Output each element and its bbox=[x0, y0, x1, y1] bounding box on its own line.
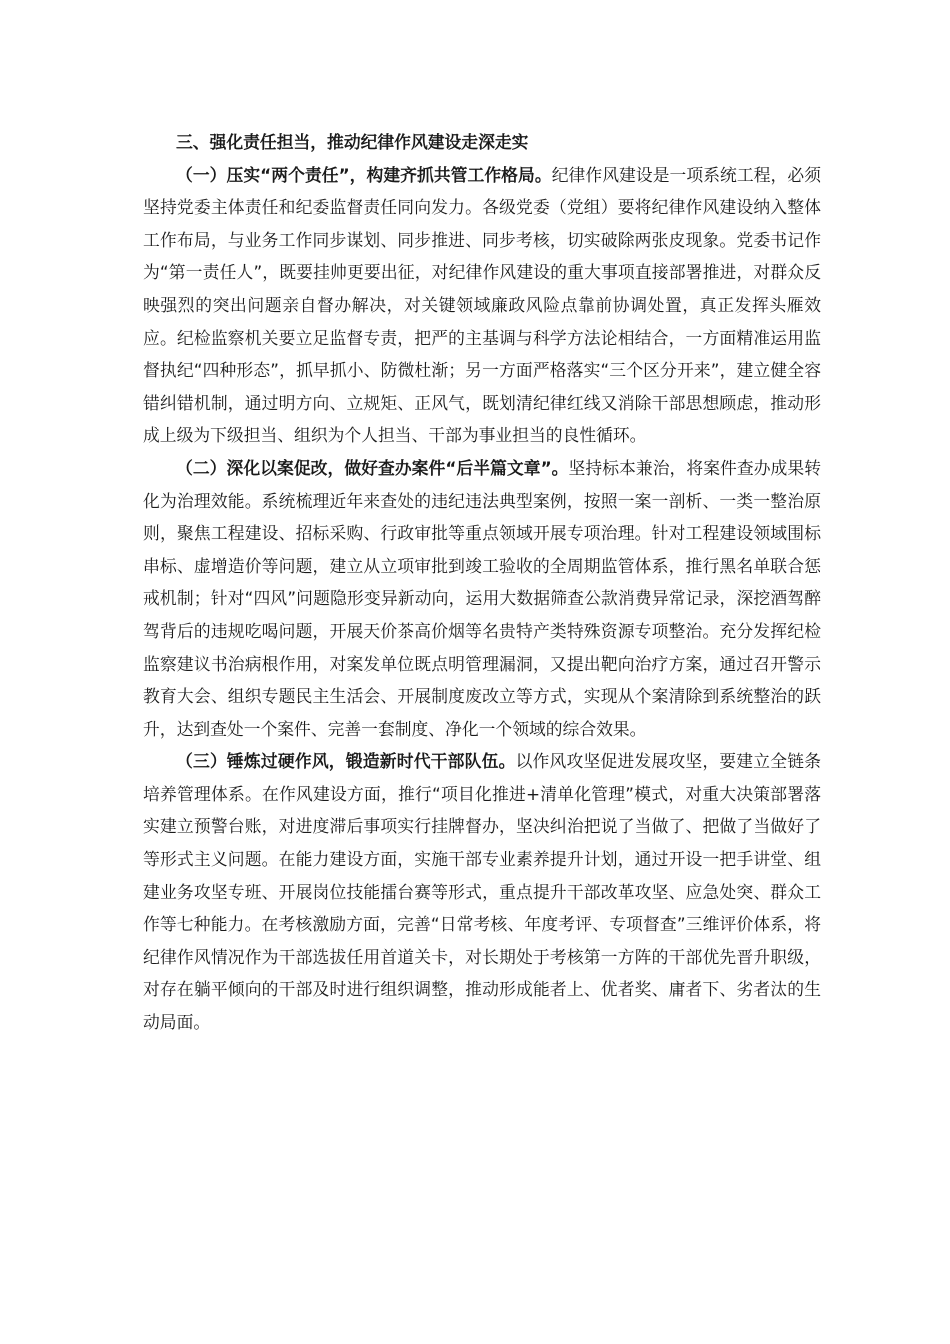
paragraph-1 bbox=[143, 159, 821, 452]
section-heading: 三、强化责任担当，推动纪律作风建设走深走实 bbox=[176, 132, 529, 152]
paragraph-3-lead: （三）锤炼过硬作风，锻造新时代干部队伍。 bbox=[176, 751, 516, 772]
document-body bbox=[143, 126, 821, 1039]
paragraph-3-body: 以作风攻坚促进发展攻坚，要建立全链条培养管理体系。在作风建设方面，推行“项目化推进+清单化管理”模式，对重大决策部署落实建立预警台账，对进度滞后事项实行挂牌督办，坚决纠治把说了当做了、把做了当做好了等形式主义问题。在能力建设方面，实施干部专业素养提升计划，通过开设一把手讲堂、组建业务攻坚专班、开展岗位技能擂台赛等形式，重点提升干部改革攻坚、应急处突、群众工作等七种能力。在考核激励方面，完善“日常考核、年度考评、专项督查”三维评价体系，将纪律作风情况作为干部选拔任用首道关卡，对长期处于考核第一方阵的干部优先晋升职级，对存在躺平倾向的干部及时进行组织调整，推动形成能者上、优者奖、庸者下、劣者汰的生动局面。 bbox=[143, 751, 821, 1033]
paragraph-1-lead: （一）压实“两个责任”，构建齐抓共管工作格局。 bbox=[176, 164, 552, 185]
paragraph-2-lead: （二）深化以案促改，做好查办案件“后半篇文章”。 bbox=[176, 457, 569, 478]
paragraph-2 bbox=[143, 452, 821, 745]
paragraph-1-body: 纪律作风建设是一项系统工程，必须坚持党委主体责任和纪委监督责任同向发力。各级党委（党组）要将纪律作风建设纳入整体工作布局，与业务工作同步谋划、同步推进、同步考核，切实破除两张皮现象。党委书记作为“第一责任人”，既要挂帅更要出征，对纪律作风建设的重大事项直接部署推进，对群众反映强烈的突出问题亲自督办解决，对关键领域廉政风险点靠前协调处置，真正发挥头雁效应。纪检监察机关要立足监督专责，把严的主基调与科学方法论相结合，一方面精准运用监督执纪“四种形态”，抓早抓小、防微杜渐；另一方面严格落实“三个区分开来”，建立健全容错纠错机制，通过明方向、立规矩、正风气，既划清纪律红线又消除干部思想顾虑，推动形成上级为下级担当、组织为个人担当、干部为事业担当的良性循环。 bbox=[143, 164, 821, 446]
paragraph-3 bbox=[143, 745, 821, 1038]
paragraph-2-body: 坚持标本兼治，将案件查办成果转化为治理效能。系统梳理近年来查处的违纪违法典型案例，按照一案一剖析、一类一整治原则，聚焦工程建设、招标采购、行政审批等重点领域开展专项治理。针对工程建设领域围标串标、虚增造价等问题，建立从立项审批到竣工验收的全周期监管体系，推行黑名单联合惩戒机制；针对“四风”问题隐形变异新动向，运用大数据筛查公款消费异常记录，深挖酒驾醉驾背后的违规吃喝问题，开展天价茶高价烟等名贵特产类特殊资源专项整治。充分发挥纪检监察建议书治病根作用，对案发单位既点明管理漏洞，又提出靶向治疗方案，通过召开警示教育大会、组织专题民主生活会、开展制度废改立等方式，实现从个案清除到系统整治的跃升，达到查处一个案件、完善一套制度、净化一个领域的综合效果。 bbox=[143, 457, 821, 739]
